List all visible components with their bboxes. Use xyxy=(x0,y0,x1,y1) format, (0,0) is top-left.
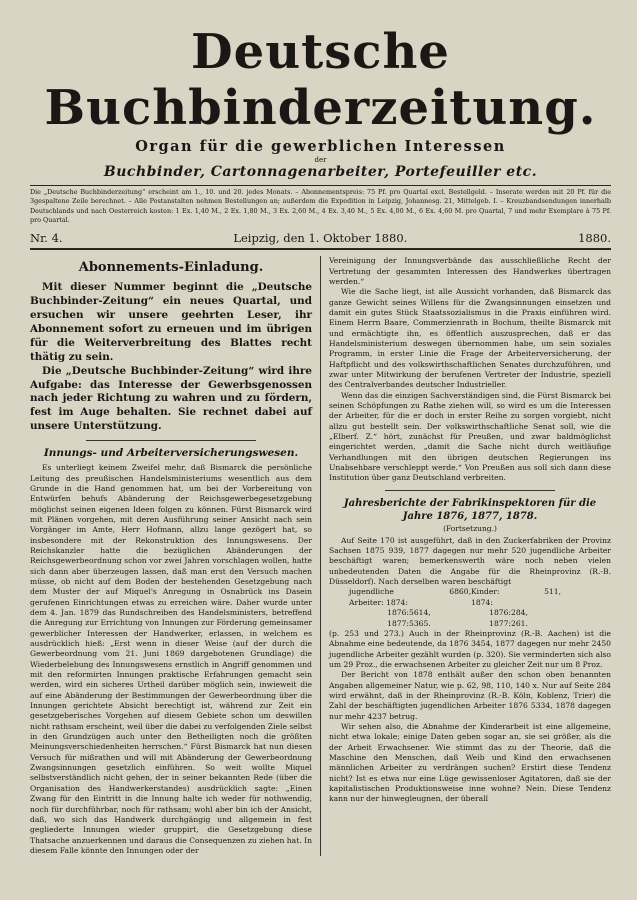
abonnement-paragraph-1: Mit dieser Nummer beginnt die „Deutsche Buchbinder-Zeitung“ ein neues Quartal, und ersuchen wir unsere geehrten Leser, ihr Abonnement sofort zu erneuen und im übrigen für die Weiterverbreitung des Blattes recht thätig zu sein. xyxy=(30,281,312,363)
issue-year: 1880. xyxy=(578,231,611,246)
masthead-subtitle: Organ für die gewerblichen Interessen xyxy=(135,138,506,155)
table-cell: 1876: xyxy=(489,608,511,618)
report-paragraph-2: (p. 253 und 273.) Auch in der Rheinprovinz (R.-B. Aachen) ist die Abnahme eine bedeutende, da 1876 3454, 1877 dagegen nur mehr 2450 jugendliche Arbeiter gezählt wurden (p. 320). Sie verminderten sich also um 29 Proz., die erwachsenen Arbeiter zu gleicher Zeit nur um 8 Proz. xyxy=(329,628,611,669)
bismarck-paragraph: Wie die Sache liegt, ist alle Aussicht vorhanden, daß Bismarck das ganze Gewicht seines Willens für die Zwangsinnungen einsetzen und damit ein gutes Stück Staatssozialismus in die Praxis einführen wird. Einem Herrn Baare, Commerzienrath in Bochum, theilte Bismarck mit und ermächtigte ihn, es öffentlich auszusprechen, daß er das Handelsministerium deswegen übernommen habe, um sein soziales Programm, in erster Linie die Frage der Arbeiterversicherung, der Haftpflicht und des volkswirthschaftlichen Senates durchzuführen, und zwar unter Mitwirkung der berufenen Vertreter der Industrie, speziell des Centralverbandes deutscher Industrieller. xyxy=(329,287,611,390)
report-paragraph-3: Der Bericht von 1878 enthält außer den schon oben benannten Angaben allgemeiner Natur, wie p. 62, 98, 110, 140 x. Nur auf Seite 284 wird erwähnt, daß in der Rheinprovinz (R.-B. Köln, Koblenz, Trier) die Zahl der beschäftigten jugendlichen Arbeiter 1876 5334, 1878 dagegen nur mehr 4237 betrug. xyxy=(329,670,611,721)
abonnement-heading: Abonnements-Einladung. xyxy=(78,260,264,276)
table-cell: 511, xyxy=(544,587,561,597)
divider xyxy=(86,440,255,441)
table-cell: 284, xyxy=(511,608,528,618)
right-column xyxy=(321,256,611,856)
masthead-title: Deutsche Buchbinderzeitung. xyxy=(44,24,597,136)
continuation-text: Vereinigung der Innungsverbände das ausschließliche Recht der Vertretung der gesammten Interessen des Handwerkes übertragen werden.“ xyxy=(329,256,611,286)
innungs-heading: Innungs- und Arbeiterversicherungswesen. xyxy=(43,447,299,460)
statistics-table xyxy=(329,587,611,628)
fortsetzung-label: (Fortsetzung.) xyxy=(443,523,497,533)
table-cell: Kinder: 1874: xyxy=(471,587,500,607)
table-cell: 6860, xyxy=(449,587,471,597)
masthead-trades: Buchbinder, Cartonnagenarbeiter, Portefeuiller etc. xyxy=(103,164,538,180)
report-paragraph-1: Auf Seite 170 ist ausgeführt, daß in den Zuckerfabriken der Provinz Sachsen 1875 939, 1877 dagegen nur mehr 520 jugendliche Arbeiter beschäftigt waren; bemerkenswerth wäre noch neben vielen unbedeutenden Daten die Angabe für die Rheinprovinz (R.-B. Düsseldorf). Nach derselben waren beschäftigt xyxy=(329,535,611,587)
issue-place-date: Leipzig, den 1. Oktober 1880. xyxy=(233,231,408,246)
report-paragraph-4: Wir sehen also, die Abnahme der Kinderarbeit ist eine allgemeine, nicht etwa lokale; einige Daten geben sogar an, sie sei größer, als die der Arbeit Erwachsener. Wie stimmt das zu der Theorie, daß die Maschine den Menschen, daß Weib und Kind den erwachsenen männlichen Arbeiter zu verdrängen suchen? Erstirt diese Tendenz nicht? Ist es etwa nur eine Lüge gewissenloser Agitatoren, daß sie der kapitalistischen Produktionsweise inne wohne? Nein. Diese Tendenz kann nur der hinwegleugnen, der überall xyxy=(329,721,611,804)
table-cell: 1877: xyxy=(387,618,409,628)
jahresberichte-heading: Jahresberichte der Fabrikinspektoren für die Jahre 1876, 1877, 1878. xyxy=(343,497,597,522)
left-column xyxy=(30,256,321,856)
subscription-notice: Die „Deutsche Buchbinderzeitung“ erscheint am 1., 10. und 20. jedes Monats. – Abonnementspreis: 75 Pf. pro Quartal excl. Bestellgeld. – Inserate werden mit 20 Pf. für die 3gespaltene Zeile berechnet. – Alle Postanstalten nehmen Bestellungen an; außerdem die Expedition in Leipzig, Johannesg. 21, Mittelgeb. I. – Kreuzbandsendungen innerhalb Deutschlands und nach Oesterreich kosten: 1 Ex. 1,40 M., 2 Ex. 1,80 M., 3 Ex. 2,60 M., 4 Ex. 3,40 M., 5 Ex. 4,00 M., 6 Ex. 4,60 M. pro Quartal, 7 und mehr Exemplare à 75 Pf. pro Quartal. xyxy=(30,188,611,224)
divider xyxy=(30,185,611,186)
masthead-der: der xyxy=(314,156,327,164)
issue-line xyxy=(30,231,611,250)
divider xyxy=(385,490,554,491)
table-cell: 1876: xyxy=(387,608,409,618)
innungs-text: Es unterliegt keinem Zweifel mehr, daß Bismarck die persönliche Leitung des preußischen Handelsministeriums wesentlich aus dem Grunde in die Hand genommen hat, um bei der Vorbereitung von Entwürfen behufs Abänderung der Reichsgewerbegesetzgebung möglichst seinen eigenen Ideen folgen zu können. Fürst Bismarck wird mit Plänen vorgehen, mit deren Ausführung seiner Ansicht nach sein Vorgänger im Amte, Herr Hofmann, allzu lange gezögert hat, so insbesondere mit der Rekonstruktion des Innungswesens. Der Reichskanzler hatte die bezüglichen Abänderungen der Reichsgewerbeordnung schon vor zwei Jahren vorschlagen wollen, hatte sich dann aber überzeugen lassen, daß man erst den Versuch machen müsse, ob nicht auf dem Boden der bestehenden Gesetzgebung nach dem Muster der auf Miquel's Anregung in Osnabrück ins Dasein gerufenen Einrichtungen etwas zu erreichen wäre. Daher wurde unter dem 4. Jan. 1879 das Rundschreiben des Handelsministers, betreffend die Anregung zur Errichtung von Innungen zur Förderung gemeinsamer gewerblicher Interessen der Handwerker, erlassen, in welchem es ausdrücklich hieß: „Erst wenn in dieser Weise (auf der durch die Gewerbeordnung vom 21. Juni 1869 dargebotenen Grundlage) die Wiederbelebung des Innungswesens ernstlich in Angriff genommen und mit den reformirten Innungen praktische Erfahrungen gemacht sein werden, wird ein sicheres Urtheil darüber möglich sein, inwieweit die auf eine Abänderung der Bestimmungen der Gewerbeordnung über die Innungen gerichtete Absicht berechtigt ist, während zur Zeit ein gesetzgeberisches Vorgehen auf diesem Gebiete schon um deswillen nicht rathsam erscheint, weil über die dabei zu verfolgenden Ziele selbst in den Grundzügen auch unter den Betheiligten noch die größten Meinungsverschiedenheiten herrschen.“ Fürst Bismarck hat nun diesen Versuch für mißrathen und will mit Abänderung der Gewerbeordnung Zwangsinnungen gesetzlich einführen. So weit wollte Miquel selbstverständlich nicht gehen, der in seiner bekannten Rede (über die Organisation des Handwerkerstandes) ausdrücklich sagte: „Einen Zwang für den Eintritt in die Innung halte ich weder für nothwendig, noch für durchführbar, noch für rathsam; wohl aber bin ich der Ansicht, daß, wo sich das Handwerk durchgängig und allgemein in fest gegliederte Innungen wieder gruppirt, die Gesetzgebung diese Thatsache anzuerkennen und daraus die Consequenzen zu ziehen hat. In diesem Falle könnte den Innungen oder der xyxy=(30,463,312,855)
table-cell: jugendliche Arbeiter: 1874: xyxy=(349,587,408,607)
table-cell: 261. xyxy=(511,618,528,628)
table-cell: 1877: xyxy=(489,618,511,628)
abonnement-paragraph-2: Die „Deutsche Buchbinder-Zeitung“ wird ihre Aufgabe: das Interesse der Gewerbsgenossen nach jeder Richtung zu wahren und zu fördern, fest im Auge behalten. Sie rechnet dabei auf unsere Unterstützung. xyxy=(30,364,312,433)
senat-paragraph: Wenn das die einzigen Sachverständigen sind, die Fürst Bismarck bei seinen Schöpfungen zu Rathe ziehen will, so wird es um die Interessen der Arbeiter, für die er doch in erster Reihe zu sorgen vorgiebt, nicht allzu gut bestellt sein. Der volkswirthschaftliche Senat soll, wie die „Elberf. Z.“ hört, zunächst für Preußen, und zwar baldmöglichst eingerichtet werden, „damit die Sache nicht durch weitläufige Verhandlungen mit den übrigen deutschen Regierungen ins Unabsehbare verschleppt werde.“ Von Preußen aus soll sich dann diese Institution über ganz Deutschland verbreiten. xyxy=(329,390,611,483)
columns xyxy=(30,256,611,856)
table-cell: 5614, xyxy=(409,608,431,618)
issue-number: Nr. 4. xyxy=(30,231,63,246)
table-cell: 5365. xyxy=(409,618,431,628)
